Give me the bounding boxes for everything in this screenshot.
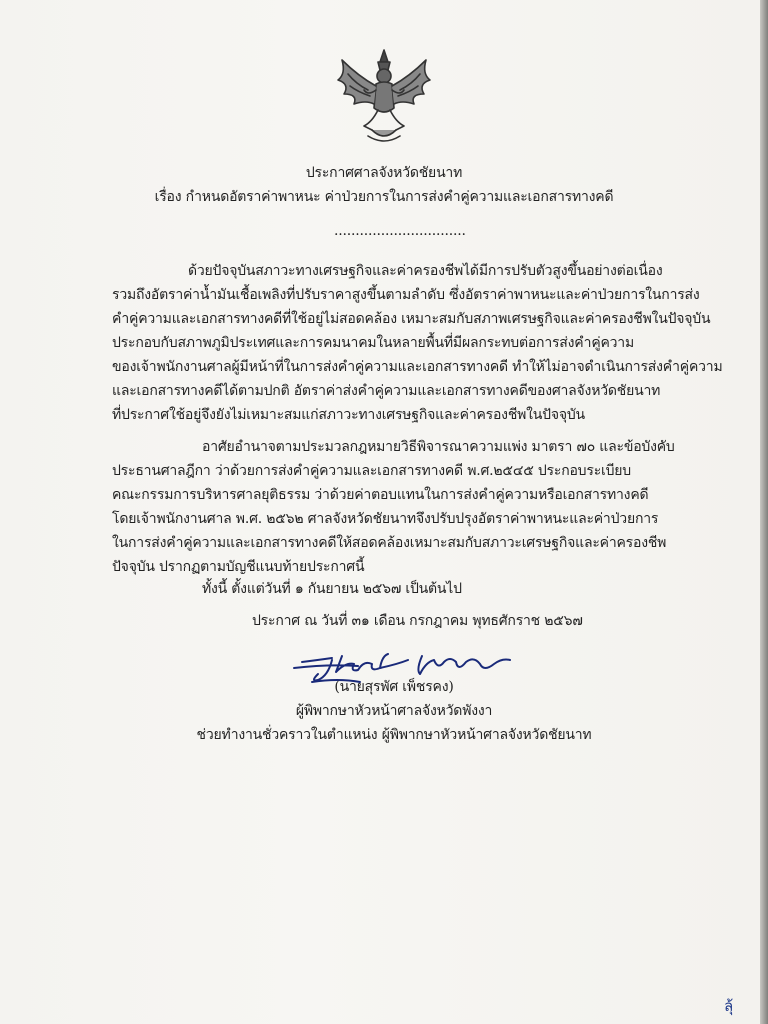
- paragraph-1-line-2: รวมถึงอัตราค่าน้ำมันเชื้อเพลิงที่ปรับราคาสูงขึ้นตามลำดับ ซึ่งอัตราค่าพาหนะและค่าป่วยการในการส่ง: [112, 287, 700, 303]
- paragraph-2-line-3: คณะกรรมการบริหารศาลยุติธรรม ว่าด้วยค่าตอบแทนในการส่งคำคู่ความหรือเอกสารทางคดี: [112, 487, 649, 503]
- page-marker: ลุ้: [724, 997, 734, 1015]
- paragraph-2-line-2: ประธานศาลฎีกา ว่าด้วยการส่งคำคู่ความและเอกสารทางคดี พ.ศ.๒๕๔๕ ประกอบระเบียบ: [112, 463, 631, 479]
- announcement-date: ประกาศ ณ วันที่ ๓๑ เดือน กรกฎาคม พุทธศักราช ๒๕๖๗: [252, 613, 583, 629]
- paragraph-1-line-1: ด้วยปัจจุบันสภาวะทางเศรษฐกิจและค่าครองชีพได้มีการปรับตัวสูงขึ้นอย่างต่อเนื่อง: [188, 263, 663, 279]
- signatory-position: ผู้พิพากษาหัวหน้าศาลจังหวัดพังงา: [295, 703, 493, 719]
- effective-date: ทั้งนี้ ตั้งแต่วันที่ ๑ กันยายน ๒๕๖๗ เป็นต้นไป: [202, 581, 462, 597]
- paragraph-1-line-3: คำคู่ความและเอกสารทางคดีที่ใช้อยู่ไม่สอดคล้อง เหมาะสมกับสภาพเศรษฐกิจและค่าครองชีพในปัจจุบัน: [112, 311, 711, 327]
- paragraph-2-line-6: ปัจจุบัน ปรากฏตามบัญชีแนบท้ายประกาศนี้: [112, 559, 365, 575]
- garuda-emblem-icon: [328, 46, 440, 146]
- announcement-subject: เรื่อง กำหนดอัตราค่าพาหนะ ค่าป่วยการในการส่งคำคู่ความและเอกสารทางคดี: [154, 189, 614, 205]
- paragraph-1-line-5: ของเจ้าพนักงานศาลผู้มีหน้าที่ในการส่งคำคู่ความและเอกสารทางคดี ทำให้ไม่อาจดำเนินการส่งคำคู่ความ: [112, 359, 723, 375]
- signatory-acting-position: ช่วยทำงานชั่วคราวในตำแหน่ง ผู้พิพากษาหัวหน้าศาลจังหวัดชัยนาท: [196, 727, 592, 743]
- paragraph-1-line-7: ที่ประกาศใช้อยู่จึงยังไม่เหมาะสมแก่สภาวะทางเศรษฐกิจและค่าครองชีพในปัจจุบัน: [112, 407, 585, 423]
- signatory-name: (นายสุรพัศ เพ็ชรคง): [334, 679, 454, 695]
- paragraph-1-line-4: ประกอบกับสภาพภูมิประเทศและการคมนาคมในหลายพื้นที่มีผลกระทบต่อการส่งคำคู่ความ: [112, 335, 634, 351]
- page-edge-shadow: [760, 0, 768, 1024]
- paragraph-2-line-4: โดยเจ้าพนักงานศาล พ.ศ. ๒๕๖๒ ศาลจังหวัดชัยนาทจึงปรับปรุงอัตราค่าพาหนะและค่าป่วยการ: [112, 511, 659, 527]
- paragraph-2-line-1: อาศัยอำนาจตามประมวลกฎหมายวิธีพิจารณาความแพ่ง มาตรา ๗๐ และข้อบังคับ: [202, 439, 675, 455]
- announcement-title: ประกาศศาลจังหวัดชัยนาท: [305, 165, 463, 181]
- paragraph-2-line-5: ในการส่งคำคู่ความและเอกสารทางคดีให้สอดคล้องเหมาะสมกับสภาวะเศรษฐกิจและค่าครองชีพ: [112, 535, 667, 551]
- separator-dots: ...............................: [334, 223, 466, 239]
- paragraph-1-line-6: และเอกสารทางคดีได้ตามปกติ อัตราค่าส่งคำคู่ความและเอกสารทางคดีของศาลจังหวัดชัยนาท: [112, 383, 661, 399]
